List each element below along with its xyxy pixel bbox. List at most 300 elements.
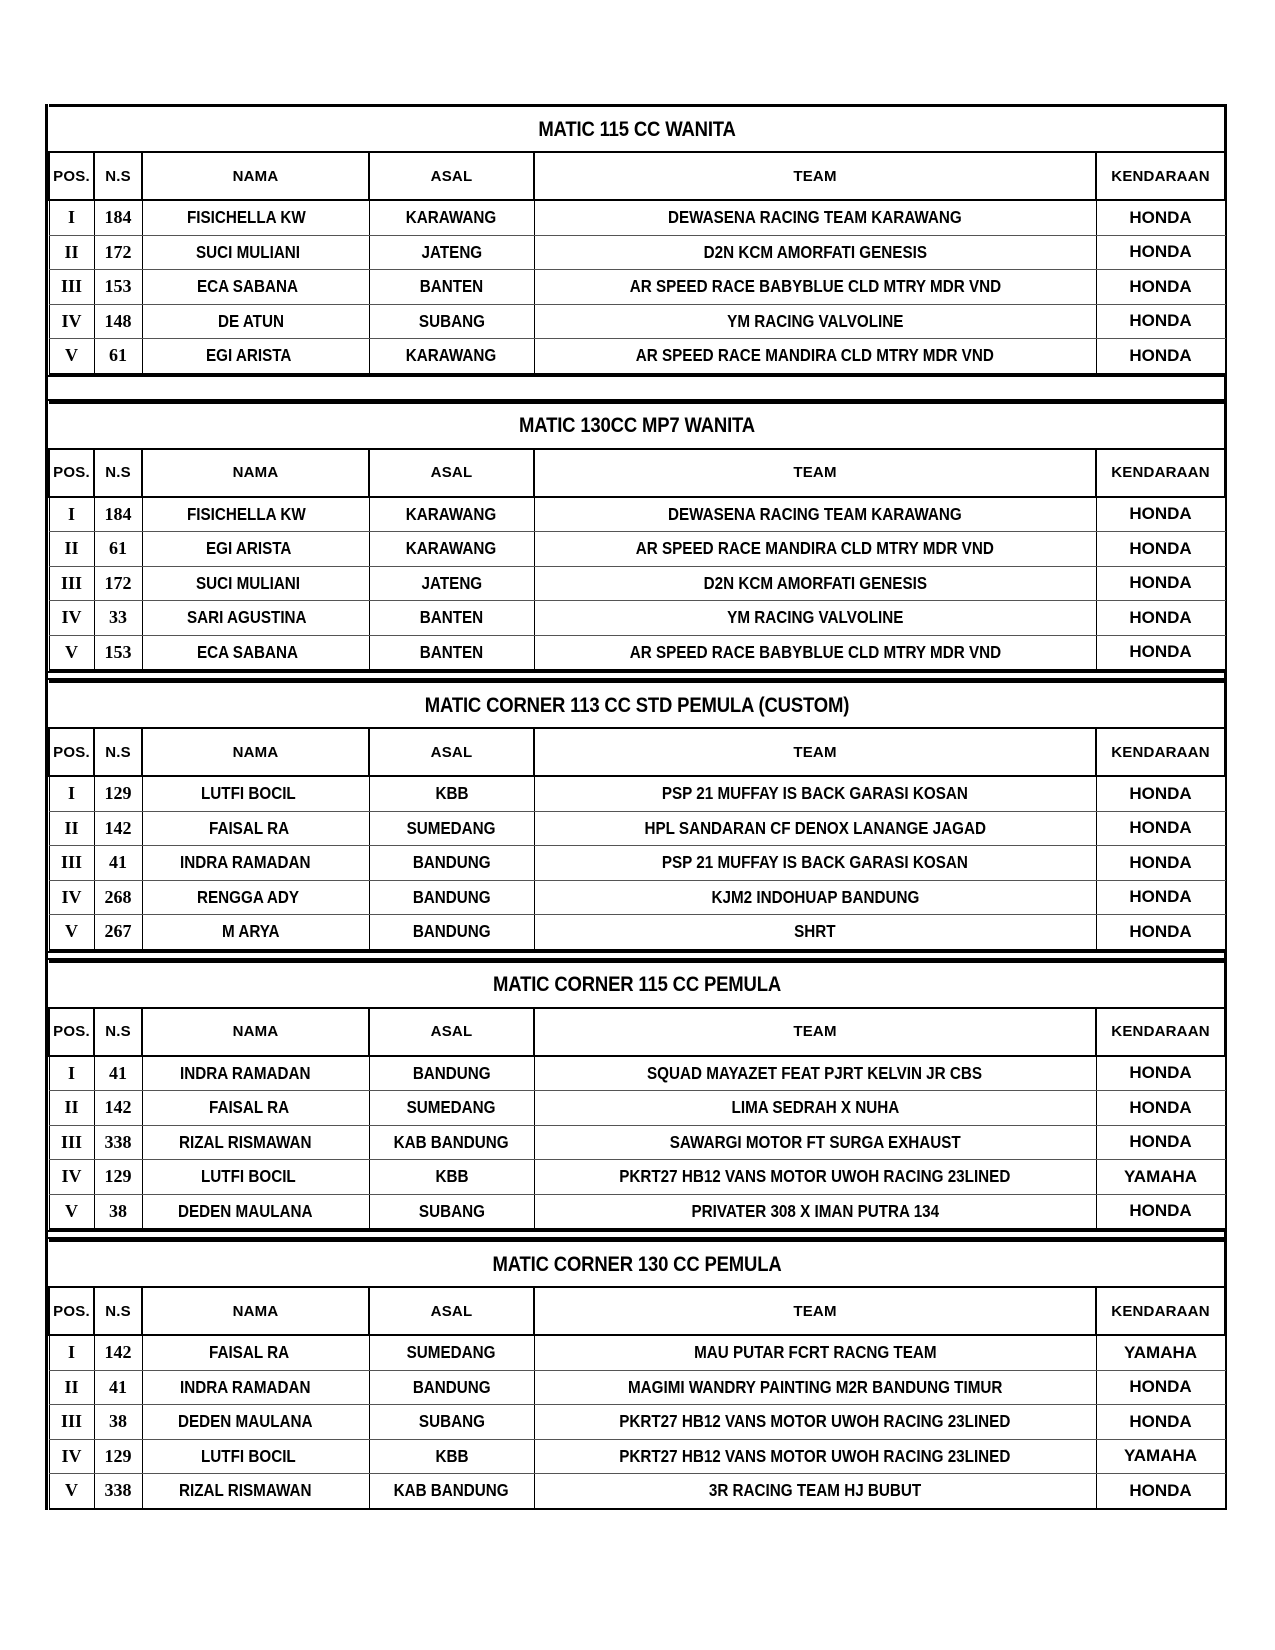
- cell-team-text: AR SPEED RACE BABYBLUE CLD MTRY MDR VND: [629, 276, 1001, 297]
- cell-ns: 268: [94, 880, 142, 915]
- block-spacer: [48, 1230, 1224, 1239]
- table-row: [49, 200, 1225, 235]
- cell-asal-text: SUBANG: [418, 1200, 485, 1221]
- column-header-kendaraan: KENDARAAN: [1096, 1287, 1225, 1335]
- cell-nama-text: FAISAL RA: [209, 1342, 290, 1363]
- cell-team: [534, 635, 1096, 670]
- cell-team: [534, 915, 1096, 950]
- cell-team-text: PSP 21 MUFFAY IS BACK GARASI KOSAN: [662, 783, 968, 804]
- table-row: [49, 811, 1225, 846]
- cell-asal: [369, 1160, 534, 1195]
- cell-asal: [369, 532, 534, 567]
- cell-pos: IV: [49, 304, 94, 339]
- cell-team: [534, 304, 1096, 339]
- cell-ns: 142: [94, 1335, 142, 1370]
- cell-ns: 129: [94, 1160, 142, 1195]
- cell-team-text: 3R RACING TEAM HJ BUBUT: [708, 1480, 922, 1501]
- class-title: [131, 682, 1142, 729]
- class-title-row: [49, 106, 1225, 153]
- cell-kendaraan: HONDA: [1096, 915, 1225, 950]
- column-header-nama: NAMA: [142, 1008, 369, 1056]
- cell-nama-text: FISICHELLA KW: [187, 503, 306, 524]
- cell-pos: V: [49, 339, 94, 374]
- column-header-team: TEAM: [534, 1008, 1096, 1056]
- cell-kendaraan: HONDA: [1096, 532, 1225, 567]
- cell-nama-text: INDRA RAMADAN: [180, 1062, 312, 1083]
- table-row: [49, 1160, 1225, 1195]
- cell-kendaraan: YAMAHA: [1096, 1160, 1225, 1195]
- cell-nama: [142, 1439, 369, 1474]
- cell-pos: III: [49, 270, 94, 305]
- cell-ns: 148: [94, 304, 142, 339]
- column-header-asal: ASAL: [369, 1008, 534, 1056]
- class-result-table: [48, 104, 1226, 375]
- cell-nama: [142, 1056, 369, 1091]
- cell-pos: II: [49, 811, 94, 846]
- cell-pos: V: [49, 635, 94, 670]
- cell-team-text: DEWASENA RACING TEAM KARAWANG: [668, 503, 962, 524]
- cell-nama-text: RIZAL RISMAWAN: [179, 1131, 312, 1152]
- column-header-nama: NAMA: [142, 1287, 369, 1335]
- cell-kendaraan: HONDA: [1096, 1194, 1225, 1229]
- cell-nama: [142, 880, 369, 915]
- cell-asal-text: KARAWANG: [406, 207, 497, 228]
- cell-asal: [369, 339, 534, 374]
- cell-ns: 142: [94, 811, 142, 846]
- cell-ns: 172: [94, 566, 142, 601]
- column-header-ns: N.S: [94, 449, 142, 497]
- cell-ns: 38: [94, 1405, 142, 1440]
- cell-nama-text: INDRA RAMADAN: [180, 1376, 312, 1397]
- cell-asal: [369, 1056, 534, 1091]
- cell-team-text: SHRT: [794, 921, 836, 942]
- cell-team: [534, 200, 1096, 235]
- cell-asal: [369, 270, 534, 305]
- column-header-team: TEAM: [534, 152, 1096, 200]
- cell-asal-text: KBB: [434, 783, 468, 804]
- cell-ns: 61: [94, 532, 142, 567]
- cell-nama: [142, 339, 369, 374]
- cell-ns: 184: [94, 200, 142, 235]
- column-header-row: [49, 449, 1225, 497]
- column-header-row: [49, 1287, 1225, 1335]
- column-header-asal: ASAL: [369, 449, 534, 497]
- cell-nama: [142, 601, 369, 636]
- cell-kendaraan: HONDA: [1096, 811, 1225, 846]
- class-title-row: [49, 402, 1225, 449]
- block-spacer: [48, 375, 1224, 401]
- cell-asal: [369, 1335, 534, 1370]
- cell-ns: 142: [94, 1091, 142, 1126]
- cell-team-text: SQUAD MAYAZET FEAT PJRT KELVIN JR CBS: [647, 1062, 983, 1083]
- results-sheet: [45, 104, 1227, 1510]
- cell-nama-text: RENGGA ADY: [196, 886, 299, 907]
- class-title-row: [49, 1241, 1225, 1288]
- cell-ns: 129: [94, 1439, 142, 1474]
- cell-pos: II: [49, 1370, 94, 1405]
- class-title-row: [49, 682, 1225, 729]
- cell-pos: III: [49, 1125, 94, 1160]
- cell-pos: II: [49, 235, 94, 270]
- table-row: [49, 1439, 1225, 1474]
- column-header-asal: ASAL: [369, 728, 534, 776]
- table-row: [49, 235, 1225, 270]
- cell-asal: [369, 200, 534, 235]
- cell-nama-text: DEDEN MAULANA: [178, 1200, 313, 1221]
- cell-asal: [369, 635, 534, 670]
- cell-asal-text: KARAWANG: [406, 538, 497, 559]
- class-result-table: [48, 401, 1226, 672]
- cell-asal-text: BANTEN: [419, 607, 484, 628]
- class-result-table: [48, 1239, 1226, 1510]
- cell-team-text: YM RACING VALVOLINE: [726, 310, 904, 331]
- cell-kendaraan: HONDA: [1096, 1370, 1225, 1405]
- table-row: [49, 601, 1225, 636]
- cell-team: [534, 235, 1096, 270]
- cell-asal: [369, 915, 534, 950]
- cell-pos: IV: [49, 601, 94, 636]
- cell-nama: [142, 915, 369, 950]
- cell-pos: I: [49, 200, 94, 235]
- cell-pos: I: [49, 1056, 94, 1091]
- cell-ns: 338: [94, 1125, 142, 1160]
- cell-ns: 41: [94, 846, 142, 881]
- column-header-ns: N.S: [94, 1287, 142, 1335]
- column-header-row: [49, 728, 1225, 776]
- cell-asal: [369, 1474, 534, 1509]
- cell-nama-text: FAISAL RA: [209, 1097, 290, 1118]
- column-header-row: [49, 152, 1225, 200]
- cell-asal-text: SUBANG: [418, 1411, 485, 1432]
- class-title-text: MATIC 115 CC WANITA: [538, 116, 736, 141]
- block-spacer: [48, 951, 1224, 960]
- cell-nama-text: LUTFI BOCIL: [201, 1166, 296, 1187]
- column-header-pos: POS.: [49, 1008, 94, 1056]
- cell-team-text: HPL SANDARAN CF DENOX LANANGE JAGAD: [644, 817, 986, 838]
- column-header-nama: NAMA: [142, 728, 369, 776]
- cell-team: [534, 497, 1096, 532]
- cell-asal-text: KBB: [434, 1166, 468, 1187]
- column-header-kendaraan: KENDARAAN: [1096, 152, 1225, 200]
- cell-nama-text: M ARYA: [222, 921, 280, 942]
- cell-nama: [142, 1125, 369, 1160]
- cell-asal: [369, 601, 534, 636]
- table-row: [49, 1091, 1225, 1126]
- cell-asal-text: BANDUNG: [412, 1062, 491, 1083]
- cell-kendaraan: HONDA: [1096, 1091, 1225, 1126]
- cell-nama-text: DEDEN MAULANA: [178, 1411, 313, 1432]
- column-header-kendaraan: KENDARAAN: [1096, 449, 1225, 497]
- cell-nama: [142, 1474, 369, 1509]
- cell-team: [534, 1405, 1096, 1440]
- table-row: [49, 1405, 1225, 1440]
- cell-asal-text: BANDUNG: [412, 852, 491, 873]
- cell-asal-text: KBB: [434, 1445, 468, 1466]
- cell-team-text: MAGIMI WANDRY PAINTING M2R BANDUNG TIMUR: [627, 1376, 1003, 1397]
- cell-team: [534, 1335, 1096, 1370]
- cell-asal: [369, 1125, 534, 1160]
- cell-pos: II: [49, 532, 94, 567]
- table-row: [49, 270, 1225, 305]
- cell-team: [534, 1474, 1096, 1509]
- cell-kendaraan: HONDA: [1096, 776, 1225, 811]
- cell-nama: [142, 270, 369, 305]
- cell-asal: [369, 304, 534, 339]
- cell-nama: [142, 304, 369, 339]
- column-header-pos: POS.: [49, 449, 94, 497]
- table-row: [49, 497, 1225, 532]
- cell-team-text: D2N KCM AMORFATI GENESIS: [703, 241, 927, 262]
- cell-team-text: PKRT27 HB12 VANS MOTOR UWOH RACING 23LINED: [619, 1411, 1011, 1432]
- class-result-table: [48, 680, 1226, 951]
- cell-team: [534, 1125, 1096, 1160]
- cell-ns: 41: [94, 1056, 142, 1091]
- cell-pos: IV: [49, 1439, 94, 1474]
- cell-nama: [142, 635, 369, 670]
- column-header-ns: N.S: [94, 1008, 142, 1056]
- cell-asal-text: BANDUNG: [412, 921, 491, 942]
- cell-team: [534, 270, 1096, 305]
- cell-pos: IV: [49, 1160, 94, 1195]
- cell-nama: [142, 1194, 369, 1229]
- cell-asal-text: KARAWANG: [406, 503, 497, 524]
- cell-kendaraan: HONDA: [1096, 635, 1225, 670]
- column-header-pos: POS.: [49, 728, 94, 776]
- cell-team-text: DEWASENA RACING TEAM KARAWANG: [668, 207, 962, 228]
- cell-asal: [369, 846, 534, 881]
- cell-asal: [369, 776, 534, 811]
- column-header-team: TEAM: [534, 449, 1096, 497]
- cell-nama-text: RIZAL RISMAWAN: [179, 1480, 312, 1501]
- cell-team: [534, 846, 1096, 881]
- cell-nama: [142, 566, 369, 601]
- class-title: [131, 106, 1142, 153]
- cell-team-text: D2N KCM AMORFATI GENESIS: [703, 572, 927, 593]
- cell-nama-text: DE ATUN: [217, 310, 284, 331]
- cell-team-text: PSP 21 MUFFAY IS BACK GARASI KOSAN: [662, 852, 968, 873]
- cell-ns: 267: [94, 915, 142, 950]
- cell-nama-text: ECA SABANA: [197, 276, 299, 297]
- cell-nama: [142, 1335, 369, 1370]
- column-header-ns: N.S: [94, 152, 142, 200]
- cell-asal-text: SUBANG: [418, 310, 485, 331]
- column-header-kendaraan: KENDARAAN: [1096, 728, 1225, 776]
- table-row: [49, 915, 1225, 950]
- block-spacer: [48, 671, 1224, 680]
- cell-pos: III: [49, 846, 94, 881]
- cell-kendaraan: HONDA: [1096, 235, 1225, 270]
- cell-ns: 129: [94, 776, 142, 811]
- cell-nama: [142, 497, 369, 532]
- cell-nama-text: FAISAL RA: [209, 817, 290, 838]
- cell-team-text: PKRT27 HB12 VANS MOTOR UWOH RACING 23LINED: [619, 1445, 1011, 1466]
- cell-ns: 153: [94, 635, 142, 670]
- table-row: [49, 1194, 1225, 1229]
- cell-asal-text: KARAWANG: [406, 345, 497, 366]
- cell-asal-text: BANTEN: [419, 276, 484, 297]
- cell-pos: I: [49, 1335, 94, 1370]
- cell-asal-text: BANDUNG: [412, 1376, 491, 1397]
- cell-asal: [369, 235, 534, 270]
- cell-team: [534, 1370, 1096, 1405]
- cell-kendaraan: HONDA: [1096, 200, 1225, 235]
- cell-kendaraan: YAMAHA: [1096, 1335, 1225, 1370]
- cell-kendaraan: HONDA: [1096, 601, 1225, 636]
- table-row: [49, 1370, 1225, 1405]
- cell-nama-text: SUCI MULIANI: [195, 241, 300, 262]
- cell-nama: [142, 1091, 369, 1126]
- cell-kendaraan: HONDA: [1096, 1056, 1225, 1091]
- cell-team: [534, 1160, 1096, 1195]
- table-row: [49, 1335, 1225, 1370]
- column-header-pos: POS.: [49, 152, 94, 200]
- cell-ns: 338: [94, 1474, 142, 1509]
- cell-asal-text: SUMEDANG: [407, 1342, 496, 1363]
- cell-nama-text: LUTFI BOCIL: [201, 1445, 296, 1466]
- cell-asal-text: SUMEDANG: [407, 817, 496, 838]
- cell-kendaraan: YAMAHA: [1096, 1439, 1225, 1474]
- cell-asal: [369, 811, 534, 846]
- cell-asal: [369, 1370, 534, 1405]
- cell-nama-text: EGI ARISTA: [206, 538, 292, 559]
- cell-team-text: MAU PUTAR FCRT RACNG TEAM: [693, 1342, 937, 1363]
- column-header-asal: ASAL: [369, 1287, 534, 1335]
- cell-asal-text: SUMEDANG: [407, 1097, 496, 1118]
- class-title: [131, 402, 1142, 449]
- cell-pos: IV: [49, 880, 94, 915]
- table-row: [49, 304, 1225, 339]
- cell-asal-text: JATENG: [421, 241, 482, 262]
- cell-nama: [142, 811, 369, 846]
- cell-team: [534, 1439, 1096, 1474]
- class-title-text: MATIC 130CC MP7 WANITA: [519, 413, 755, 437]
- class-title-text: MATIC CORNER 115 CC PEMULA: [493, 972, 782, 996]
- table-row: [49, 846, 1225, 881]
- cell-asal-text: BANTEN: [419, 641, 484, 662]
- cell-team: [534, 601, 1096, 636]
- table-row: [49, 339, 1225, 374]
- table-row: [49, 635, 1225, 670]
- cell-asal: [369, 880, 534, 915]
- cell-ns: 172: [94, 235, 142, 270]
- cell-pos: V: [49, 1194, 94, 1229]
- cell-pos: III: [49, 1405, 94, 1440]
- column-header-kendaraan: KENDARAAN: [1096, 1008, 1225, 1056]
- cell-team: [534, 776, 1096, 811]
- cell-kendaraan: HONDA: [1096, 304, 1225, 339]
- cell-nama: [142, 200, 369, 235]
- cell-nama: [142, 1405, 369, 1440]
- cell-team-text: AR SPEED RACE MANDIRA CLD MTRY MDR VND: [635, 345, 995, 366]
- table-row: [49, 776, 1225, 811]
- table-row: [49, 532, 1225, 567]
- cell-pos: III: [49, 566, 94, 601]
- table-row: [49, 880, 1225, 915]
- cell-nama-text: EGI ARISTA: [206, 345, 292, 366]
- cell-kendaraan: HONDA: [1096, 339, 1225, 374]
- cell-pos: V: [49, 1474, 94, 1509]
- cell-kendaraan: HONDA: [1096, 1125, 1225, 1160]
- cell-asal: [369, 1405, 534, 1440]
- cell-asal-text: JATENG: [421, 572, 482, 593]
- cell-kendaraan: HONDA: [1096, 497, 1225, 532]
- table-row: [49, 1125, 1225, 1160]
- table-row: [49, 1474, 1225, 1509]
- cell-asal-text: KAB BANDUNG: [393, 1131, 510, 1152]
- cell-nama-text: LUTFI BOCIL: [201, 783, 296, 804]
- cell-nama: [142, 776, 369, 811]
- cell-team: [534, 811, 1096, 846]
- class-title-row: [49, 961, 1225, 1008]
- cell-team: [534, 339, 1096, 374]
- class-title: [131, 961, 1142, 1008]
- column-header-row: [49, 1008, 1225, 1056]
- cell-pos: II: [49, 1091, 94, 1126]
- cell-nama: [142, 1370, 369, 1405]
- cell-team-text: SAWARGI MOTOR FT SURGA EXHAUST: [669, 1131, 961, 1152]
- cell-team-text: AR SPEED RACE MANDIRA CLD MTRY MDR VND: [635, 538, 995, 559]
- cell-team: [534, 566, 1096, 601]
- cell-kendaraan: HONDA: [1096, 1405, 1225, 1440]
- column-header-pos: POS.: [49, 1287, 94, 1335]
- cell-nama: [142, 235, 369, 270]
- cell-kendaraan: HONDA: [1096, 566, 1225, 601]
- cell-team: [534, 1056, 1096, 1091]
- cell-nama-text: SUCI MULIANI: [195, 572, 300, 593]
- cell-team: [534, 1091, 1096, 1126]
- cell-team: [534, 1194, 1096, 1229]
- class-title-text: MATIC CORNER 113 CC STD PEMULA (CUSTOM): [424, 692, 850, 717]
- cell-ns: 61: [94, 339, 142, 374]
- class-title-text: MATIC CORNER 130 CC PEMULA: [492, 1251, 782, 1276]
- cell-kendaraan: HONDA: [1096, 846, 1225, 881]
- cell-team-text: AR SPEED RACE BABYBLUE CLD MTRY MDR VND: [629, 641, 1001, 662]
- cell-ns: 153: [94, 270, 142, 305]
- cell-nama: [142, 532, 369, 567]
- table-row: [49, 1056, 1225, 1091]
- cell-nama: [142, 846, 369, 881]
- cell-nama-text: SARI AGUSTINA: [186, 607, 307, 628]
- column-header-team: TEAM: [534, 1287, 1096, 1335]
- table-row: [49, 566, 1225, 601]
- cell-pos: I: [49, 776, 94, 811]
- cell-team-text: KJM2 INDOHUAP BANDUNG: [711, 886, 919, 907]
- cell-nama-text: FISICHELLA KW: [187, 207, 306, 228]
- column-header-nama: NAMA: [142, 152, 369, 200]
- cell-nama: [142, 1160, 369, 1195]
- cell-asal: [369, 497, 534, 532]
- cell-asal-text: BANDUNG: [412, 886, 491, 907]
- column-header-nama: NAMA: [142, 449, 369, 497]
- cell-kendaraan: HONDA: [1096, 880, 1225, 915]
- cell-ns: 33: [94, 601, 142, 636]
- cell-nama-text: ECA SABANA: [197, 641, 299, 662]
- class-result-table: [48, 960, 1226, 1231]
- column-header-asal: ASAL: [369, 152, 534, 200]
- cell-asal: [369, 566, 534, 601]
- cell-asal-text: KAB BANDUNG: [393, 1480, 510, 1501]
- cell-team-text: PRIVATER 308 X IMAN PUTRA 134: [691, 1200, 939, 1221]
- cell-team-text: YM RACING VALVOLINE: [726, 607, 904, 628]
- cell-pos: I: [49, 497, 94, 532]
- cell-nama-text: INDRA RAMADAN: [180, 852, 312, 873]
- cell-ns: 38: [94, 1194, 142, 1229]
- cell-kendaraan: HONDA: [1096, 1474, 1225, 1509]
- cell-asal: [369, 1439, 534, 1474]
- cell-team-text: LIMA SEDRAH X NUHA: [731, 1097, 899, 1118]
- cell-ns: 41: [94, 1370, 142, 1405]
- column-header-team: TEAM: [534, 728, 1096, 776]
